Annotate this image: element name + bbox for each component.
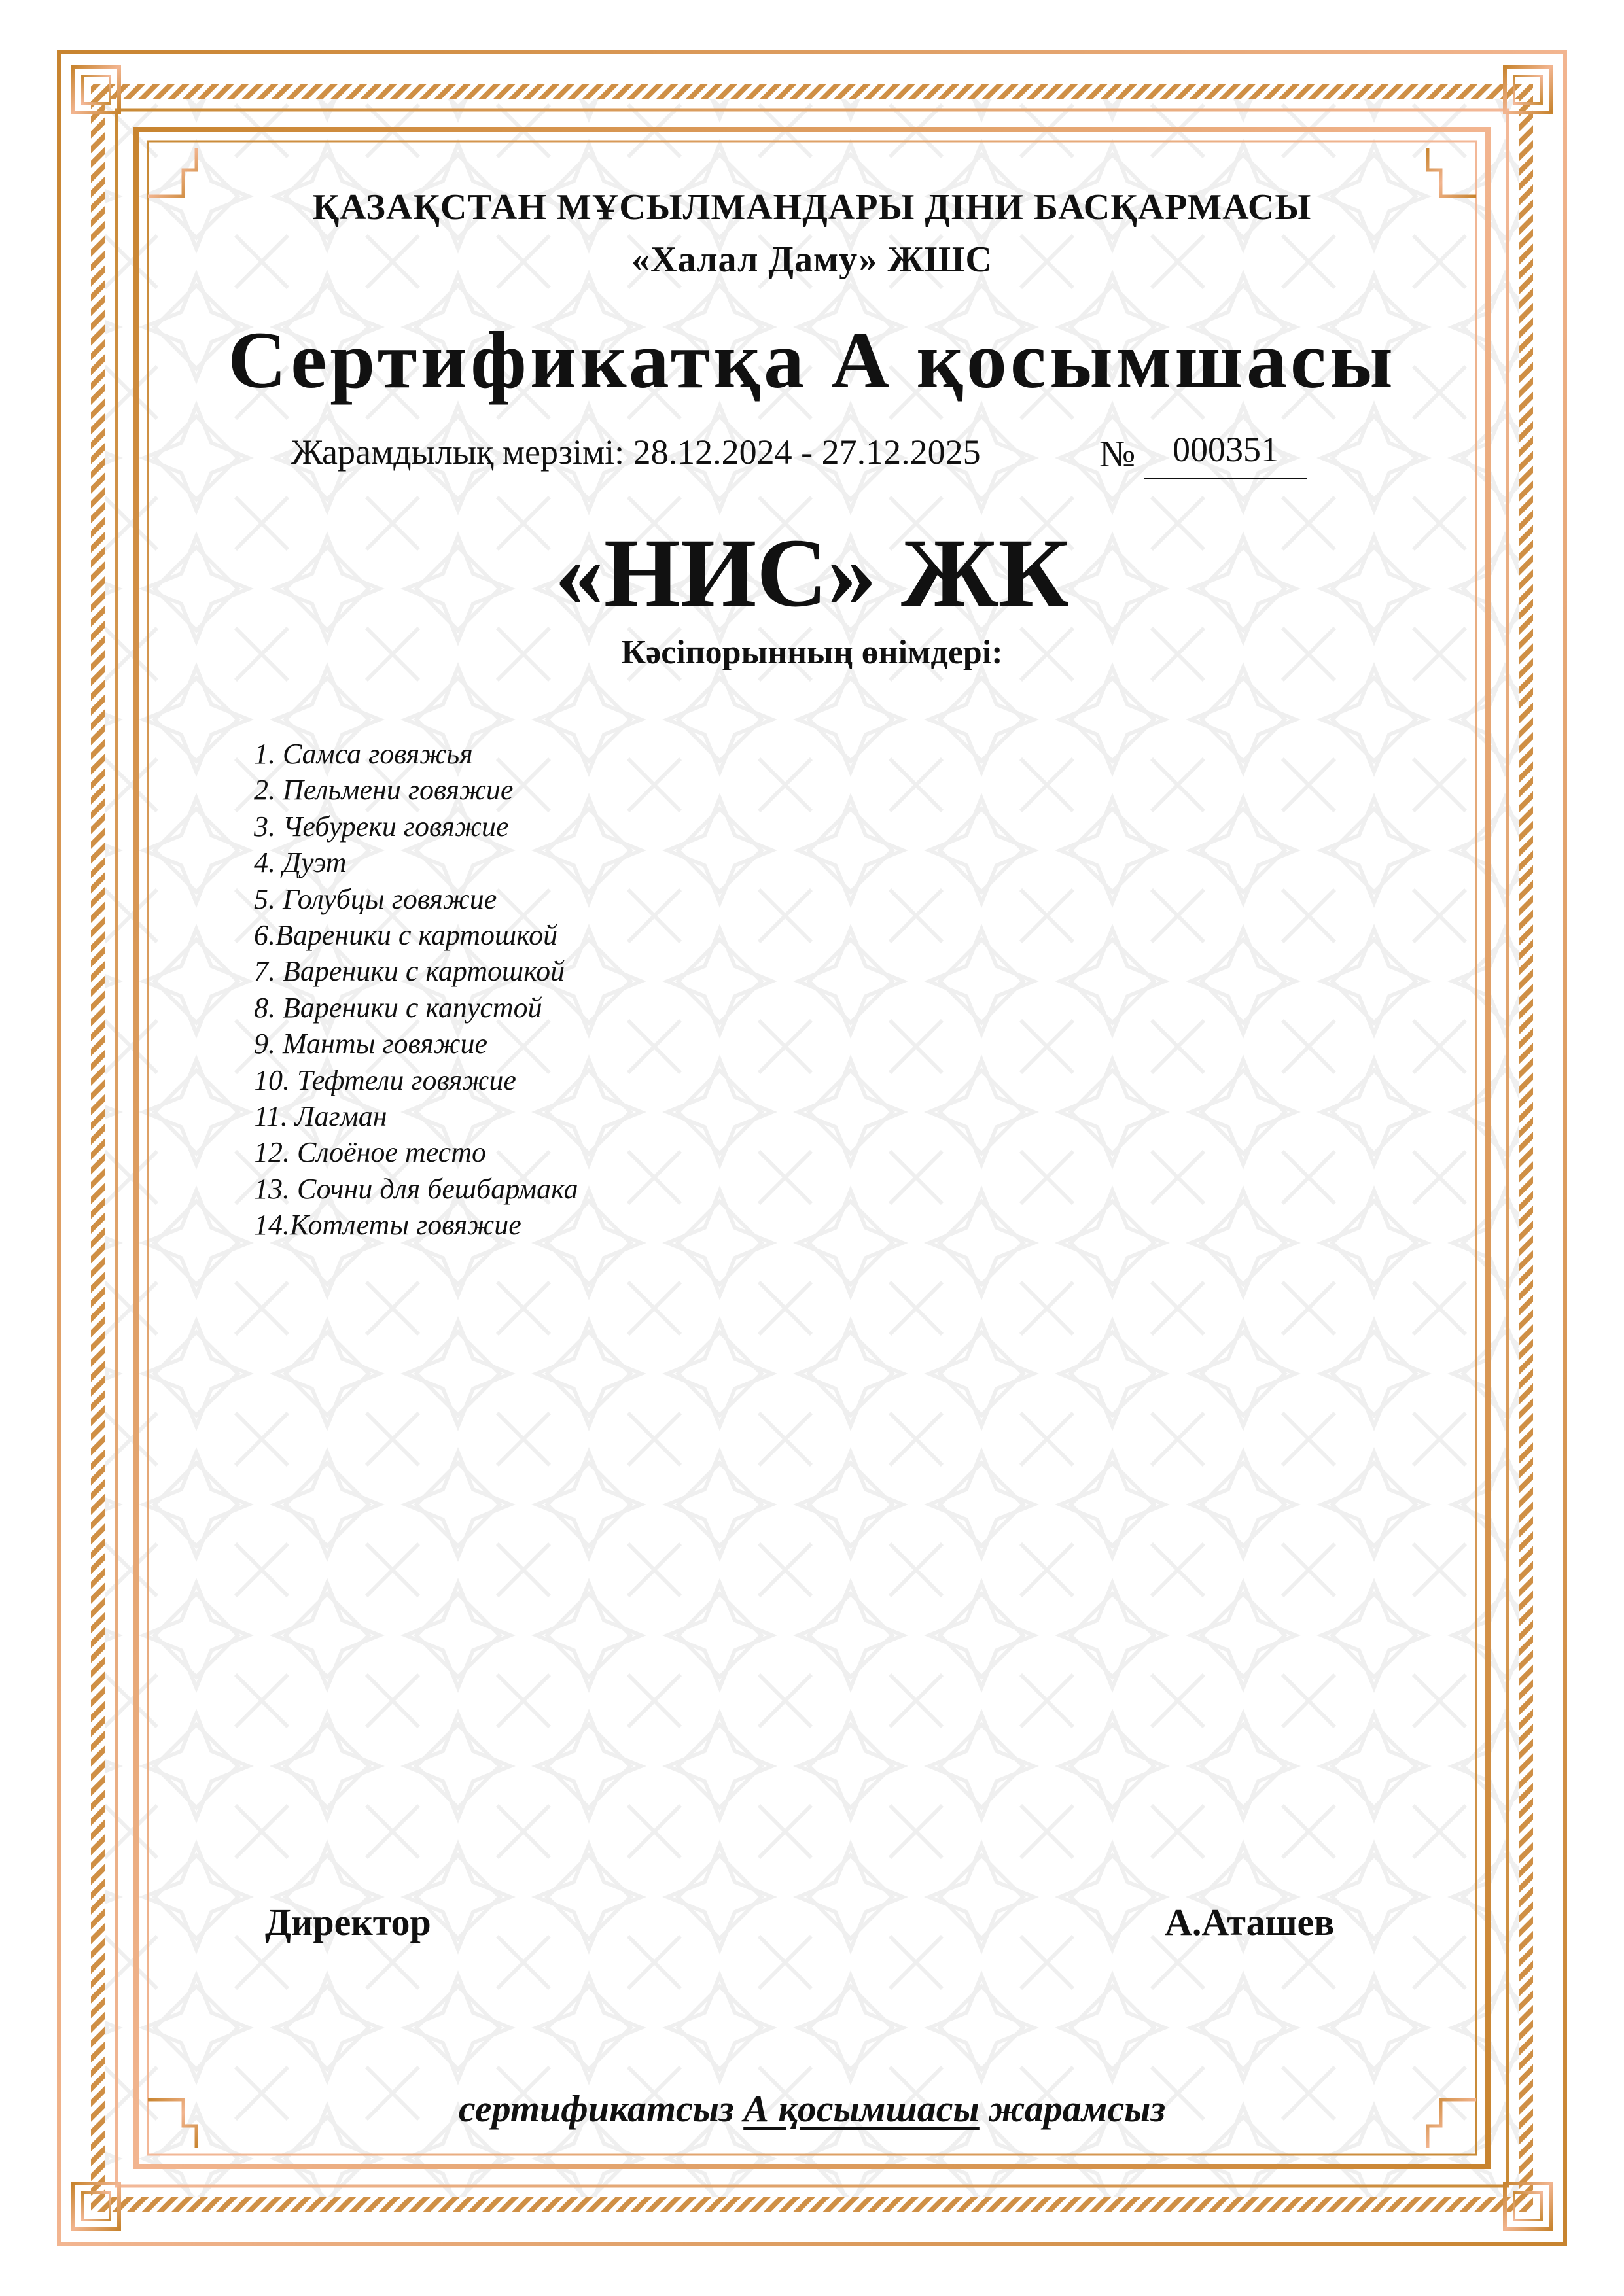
list-item: 9. Манты говяжие [254,1028,488,1060]
list-item: 11. Лагман [254,1100,387,1133]
list-item: 14.Котлеты говяжие [254,1209,521,1242]
company-name: «НИС» ЖК [554,519,1070,627]
list-item: 7. Вареники с картошкой [254,955,565,988]
certificate-number: 000351 [1144,428,1307,479]
list-item: 6.Вареники с картошкой [254,919,558,952]
list-item: 4. Дуэт [254,846,347,879]
list-item: 10. Тефтели говяжие [254,1064,516,1096]
products-heading: Кәсіпорынның өнімдері: [621,634,1003,671]
list-item: 3. Чебуреки говяжие [254,810,509,843]
footer-text-underlined: А қосымшасы [743,2087,980,2130]
list-item: 12. Слоёное тесто [254,1136,486,1169]
list-item: 13. Сочни для бешбармака [254,1172,578,1205]
validity-period: Жарамдылық мерзімі: 28.12.2024 - 27.12.2025 [291,432,981,472]
signatory-name: А.Аташев [1165,1901,1335,1943]
products-list [254,736,578,1244]
organization-subname: «Халал Даму» ЖШС [631,239,993,280]
organization-name: ҚАЗАҚСТАН МҰСЫЛМАНДАРЫ ДІНИ БАСҚАРМАСЫ [312,187,1312,228]
footer-note [0,2087,1624,2131]
list-item: 5. Голубцы говяжие [254,882,497,915]
document-title: Сертификатқа А қосымшасы [228,315,1396,405]
footer-text-before: сертификатсыз [458,2087,734,2130]
list-item: 1. Самса говяжья [254,738,473,770]
list-item: 2. Пельмени говяжие [254,774,514,807]
number-label: № [1099,432,1136,475]
signatory-title: Директор [265,1901,431,1943]
list-item: 8. Вареники с капустой [254,991,542,1024]
footer-text-after: жарамсыз [989,2087,1166,2130]
